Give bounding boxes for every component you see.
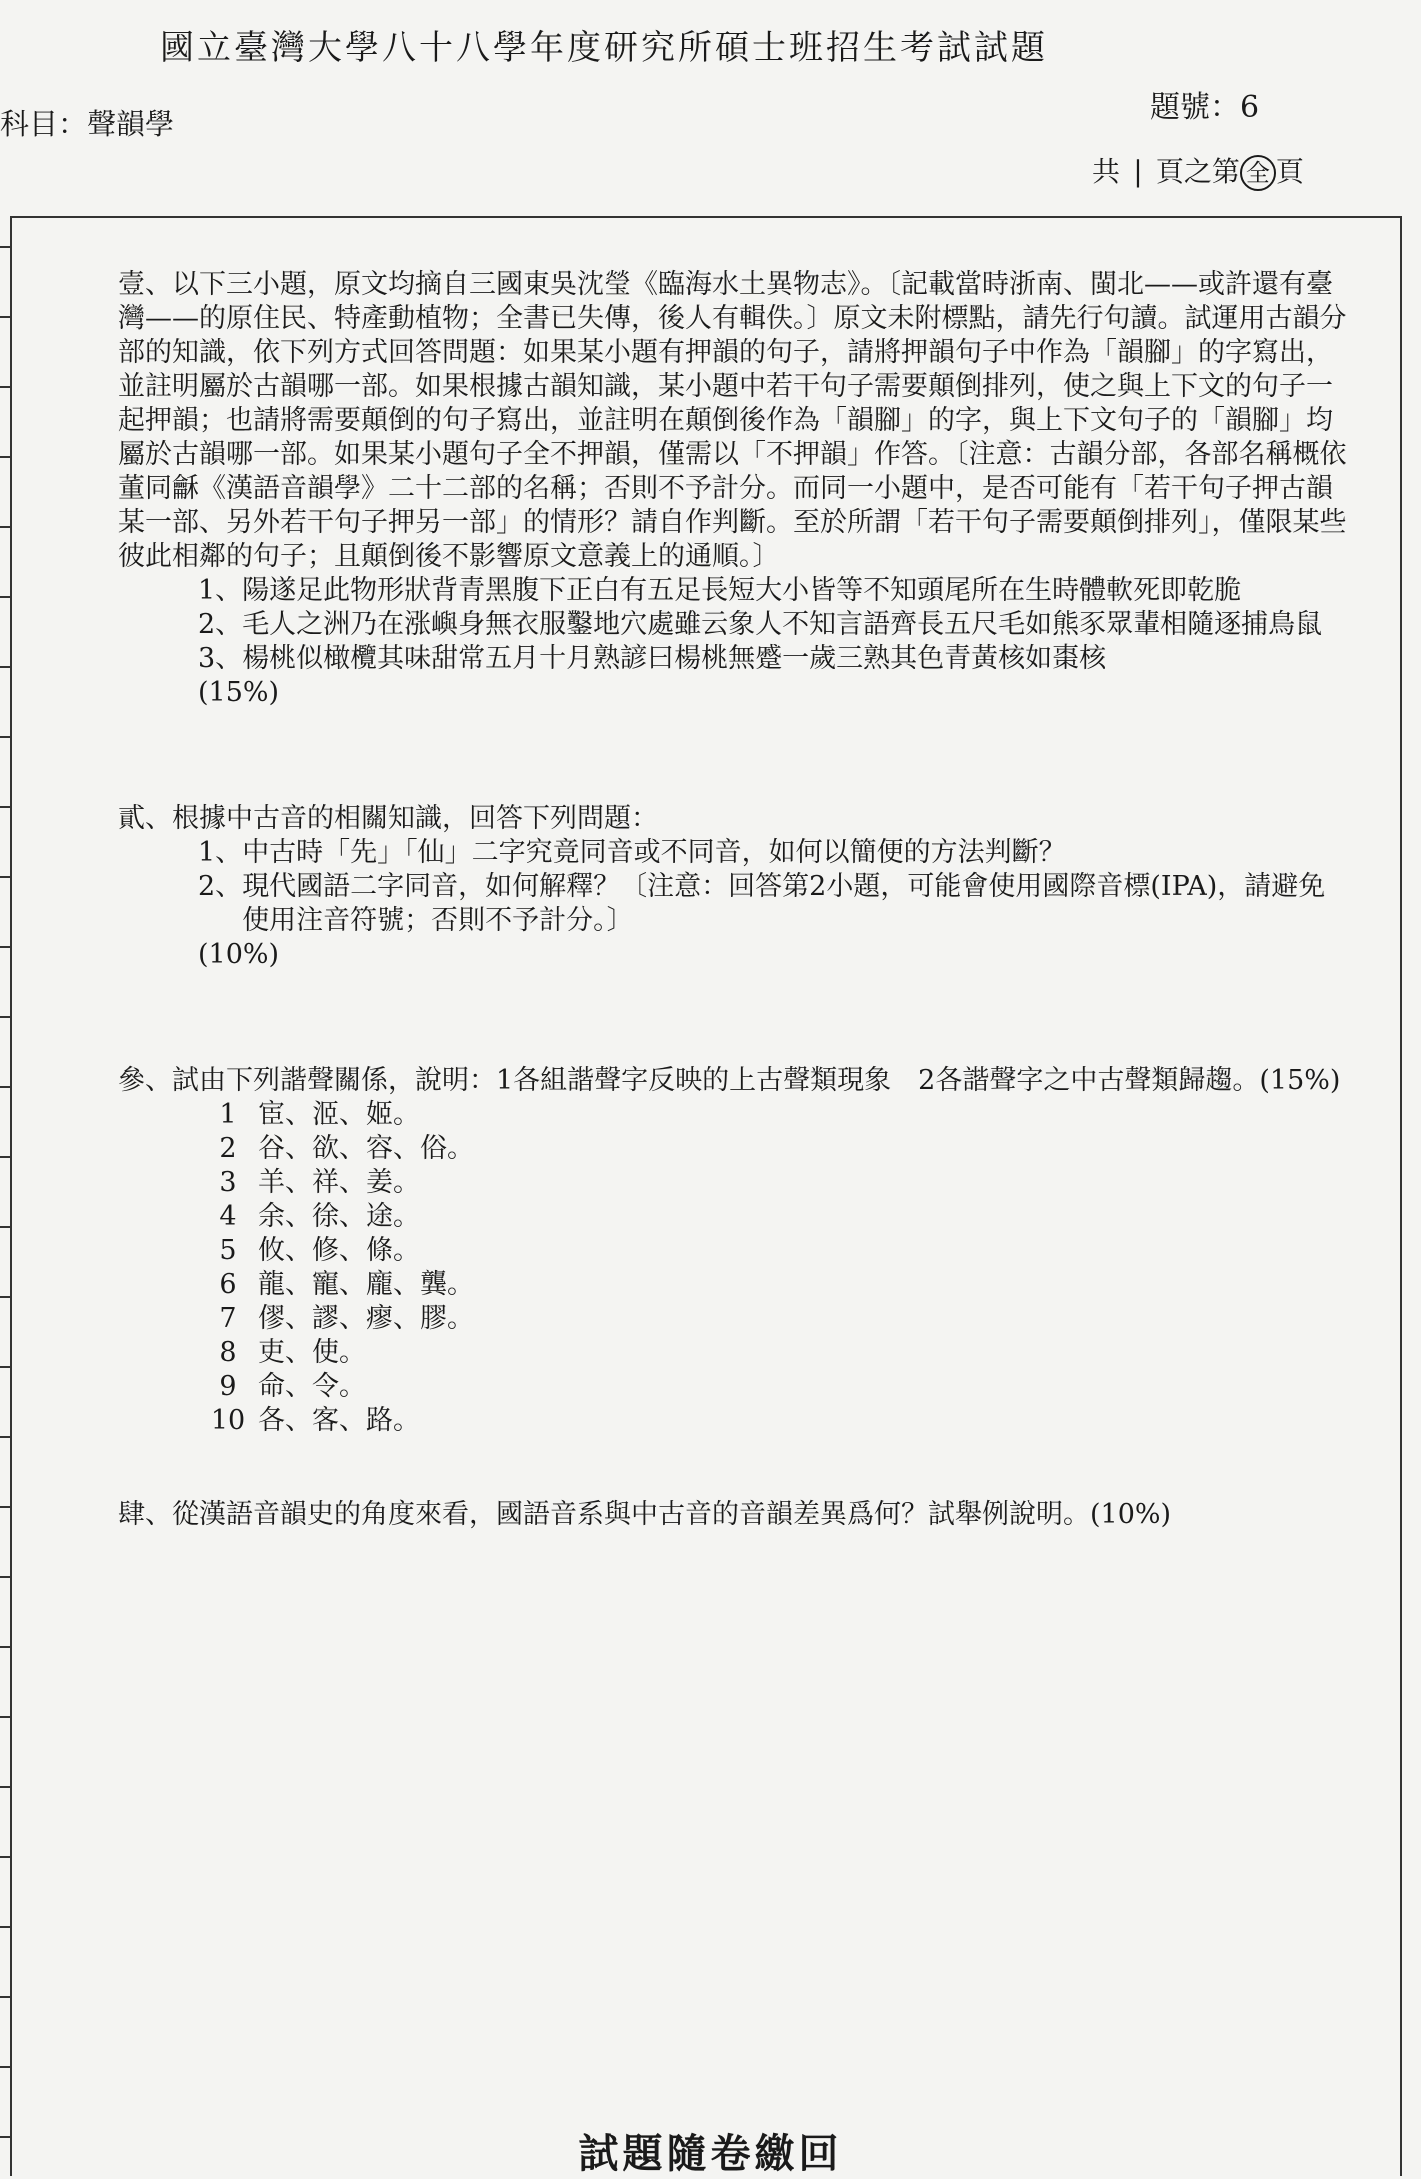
question-3: [118, 1064, 1348, 1438]
question-1-item: [198, 642, 1348, 676]
margin-tick: [0, 1366, 10, 1368]
margin-tick: [0, 316, 10, 318]
item-text: 毛人之洲乃在涨嶼身無衣服鑿地穴處雖云象人不知言語齊長五尺毛如熊豕眾輩相隨逐捕鳥鼠: [242, 609, 1323, 640]
question-number: 題號：6: [1150, 90, 1260, 125]
margin-tick: [0, 1856, 10, 1858]
question-3-intro: 參、試由下列諧聲關係，說明：1各組諧聲字反映的上古聲類現象 2各諧聲字之中古聲類歸趨。(15%): [118, 1065, 1341, 1096]
margin-tick: [0, 876, 10, 878]
margin-tick: [0, 246, 10, 248]
group-number: 5: [219, 1235, 237, 1266]
margin-tick: [0, 1646, 10, 1648]
margin-tick: [0, 736, 10, 738]
group-row: [198, 1132, 1348, 1166]
question-4-text: 肆、從漢語音韻史的角度來看，國語音系與中古音的音韻差異爲何？試舉例說明。(10%): [118, 1499, 1172, 1530]
group-chars: 羊、祥、姜。: [258, 1167, 420, 1198]
margin-tick: [0, 386, 10, 388]
margin-tick: [0, 1506, 10, 1508]
margin-tick: [0, 526, 10, 528]
question-2-item: [198, 836, 1348, 870]
group-chars: 余、徐、途。: [258, 1201, 420, 1232]
group-number: 7: [219, 1303, 237, 1334]
group-number: 4: [219, 1201, 237, 1232]
margin-tick: [0, 1926, 10, 1928]
item-number: 1、: [198, 837, 243, 868]
margin-tick: [0, 806, 10, 808]
margin-tick: [0, 2066, 10, 2068]
question-2-intro: 貳、根據中古音的相關知識，回答下列問題：: [118, 803, 658, 834]
footer-notice: 試題隨卷繳回: [578, 2130, 843, 2177]
margin-tick: [0, 666, 10, 668]
item-text: 楊桃似橄欖其味甜常五月十月熟諺曰楊桃無蹙一歲三熟其色青黃核如棗核: [242, 643, 1107, 674]
group-number: 3: [219, 1167, 237, 1198]
group-chars: 谷、欲、容、俗。: [258, 1133, 474, 1164]
page-total: |: [1133, 155, 1143, 188]
margin-tick: [0, 1716, 10, 1718]
group-chars: 僇、謬、瘳、膠。: [258, 1303, 474, 1334]
margin-tick: [0, 1436, 10, 1438]
margin-tick: [0, 456, 10, 458]
page-suffix: 頁: [1275, 155, 1304, 188]
group-row: [198, 1234, 1348, 1268]
question-2-item: [198, 870, 1348, 938]
group-number: 10: [210, 1405, 246, 1436]
group-row: [198, 1268, 1348, 1302]
question-1-score: (15%): [198, 677, 280, 708]
question-2: [118, 802, 1348, 972]
group-row: [198, 1370, 1348, 1404]
group-number: 1: [219, 1099, 237, 1130]
question-1-intro: 壹、以下三小題，原文均摘自三國東吳沈瑩《臨海水土異物志》。〔記載當時浙南、閩北——或許還有臺灣——的原住民、特產動植物；全書已失傳，後人有輯佚。〕原文未附標點，請先行句讀。試運用古韻分部的知識，依下列方式回答問題：如果某小題有押韻的句子，請將押韻句子中作為「韻腳」的字寫出，並註明屬於古韻哪一部。如果根據古韻知識，某小題中若干句子需要顛倒排列，使之與上下文的句子一起押韻；也請將需要顛倒的句子寫出，並註明在顛倒後作為「韻腳」的字，與上下文句子的「韻腳」均屬於古韻哪一部。如果某小題句子全不押韻，僅需以「不押韻」作答。〔注意：古韻分部，各部名稱概依董同龢《漢語音韻學》二十二部的名稱；否則不予計分。而同一小題中，是否可能有「若干句子押古韻某一部、另外若干句子押另一部」的情形？請自作判斷。至於所謂「若干句子需要顛倒排列」，僅限某些彼此相鄰的句子；且顛倒後不影響原文意義上的通順。〕: [118, 269, 1347, 572]
page-current: 全: [1240, 155, 1276, 191]
margin-tick: [0, 1296, 10, 1298]
group-chars: 攸、修、條。: [258, 1235, 420, 1266]
question-1: [118, 268, 1348, 710]
margin-tick: [0, 596, 10, 598]
page-info: [1092, 150, 1304, 191]
item-text: 現代國語二字同音，如何解釋？〔注意：回答第2小題，可能會使用國際音標(IPA)，請避免使用注音符號；否則不予計分。〕: [242, 871, 1326, 936]
margin-tick: [0, 1996, 10, 1998]
group-chars: 命、令。: [258, 1371, 366, 1402]
group-row: [198, 1098, 1348, 1132]
margin-tick: [0, 946, 10, 948]
group-number: 6: [219, 1269, 237, 1300]
group-row: [198, 1166, 1348, 1200]
question-2-score: (10%): [198, 939, 280, 970]
margin-tick: [0, 1016, 10, 1018]
group-chars: 各、客、路。: [258, 1405, 420, 1436]
item-number: 2、: [198, 871, 243, 902]
margin-tick: [0, 1086, 10, 1088]
group-chars: 吏、使。: [258, 1337, 366, 1368]
group-row: [198, 1302, 1348, 1336]
margin-tick: [0, 1156, 10, 1158]
group-chars: 龍、寵、龐、龔。: [258, 1269, 474, 1300]
group-number: 8: [219, 1337, 237, 1368]
item-number: 3、: [198, 643, 243, 674]
page-title: 國立臺灣大學八十八學年度研究所碩士班招生考試試題: [160, 28, 1048, 68]
group-number: 2: [219, 1133, 237, 1164]
group-row: [198, 1404, 1348, 1438]
margin-ticks: [0, 216, 10, 2176]
question-4: [118, 1498, 1348, 1532]
page-middle: 頁之第: [1155, 155, 1240, 188]
margin-tick: [0, 1576, 10, 1578]
group-chars: 宦、洍、姬。: [258, 1099, 420, 1130]
subject-label: 科目：聲韻學: [0, 107, 175, 141]
margin-tick: [0, 1786, 10, 1788]
item-text: 中古時「先」「仙」二字究竟同音或不同音，如何以簡便的方法判斷？: [242, 837, 1066, 868]
question-1-item: [198, 574, 1348, 608]
page-prefix: 共: [1092, 155, 1121, 188]
item-number: 2、: [198, 609, 243, 640]
group-number: 9: [219, 1371, 237, 1402]
item-text: 陽遂足此物形狀背青黑腹下正白有五足長短大小皆等不知頭尾所在生時體軟死即乾脆: [242, 575, 1242, 606]
group-row: [198, 1336, 1348, 1370]
group-row: [198, 1200, 1348, 1234]
margin-tick: [0, 1226, 10, 1228]
exam-content: [118, 268, 1348, 1532]
item-number: 1、: [198, 575, 243, 606]
question-1-item: [198, 608, 1348, 642]
